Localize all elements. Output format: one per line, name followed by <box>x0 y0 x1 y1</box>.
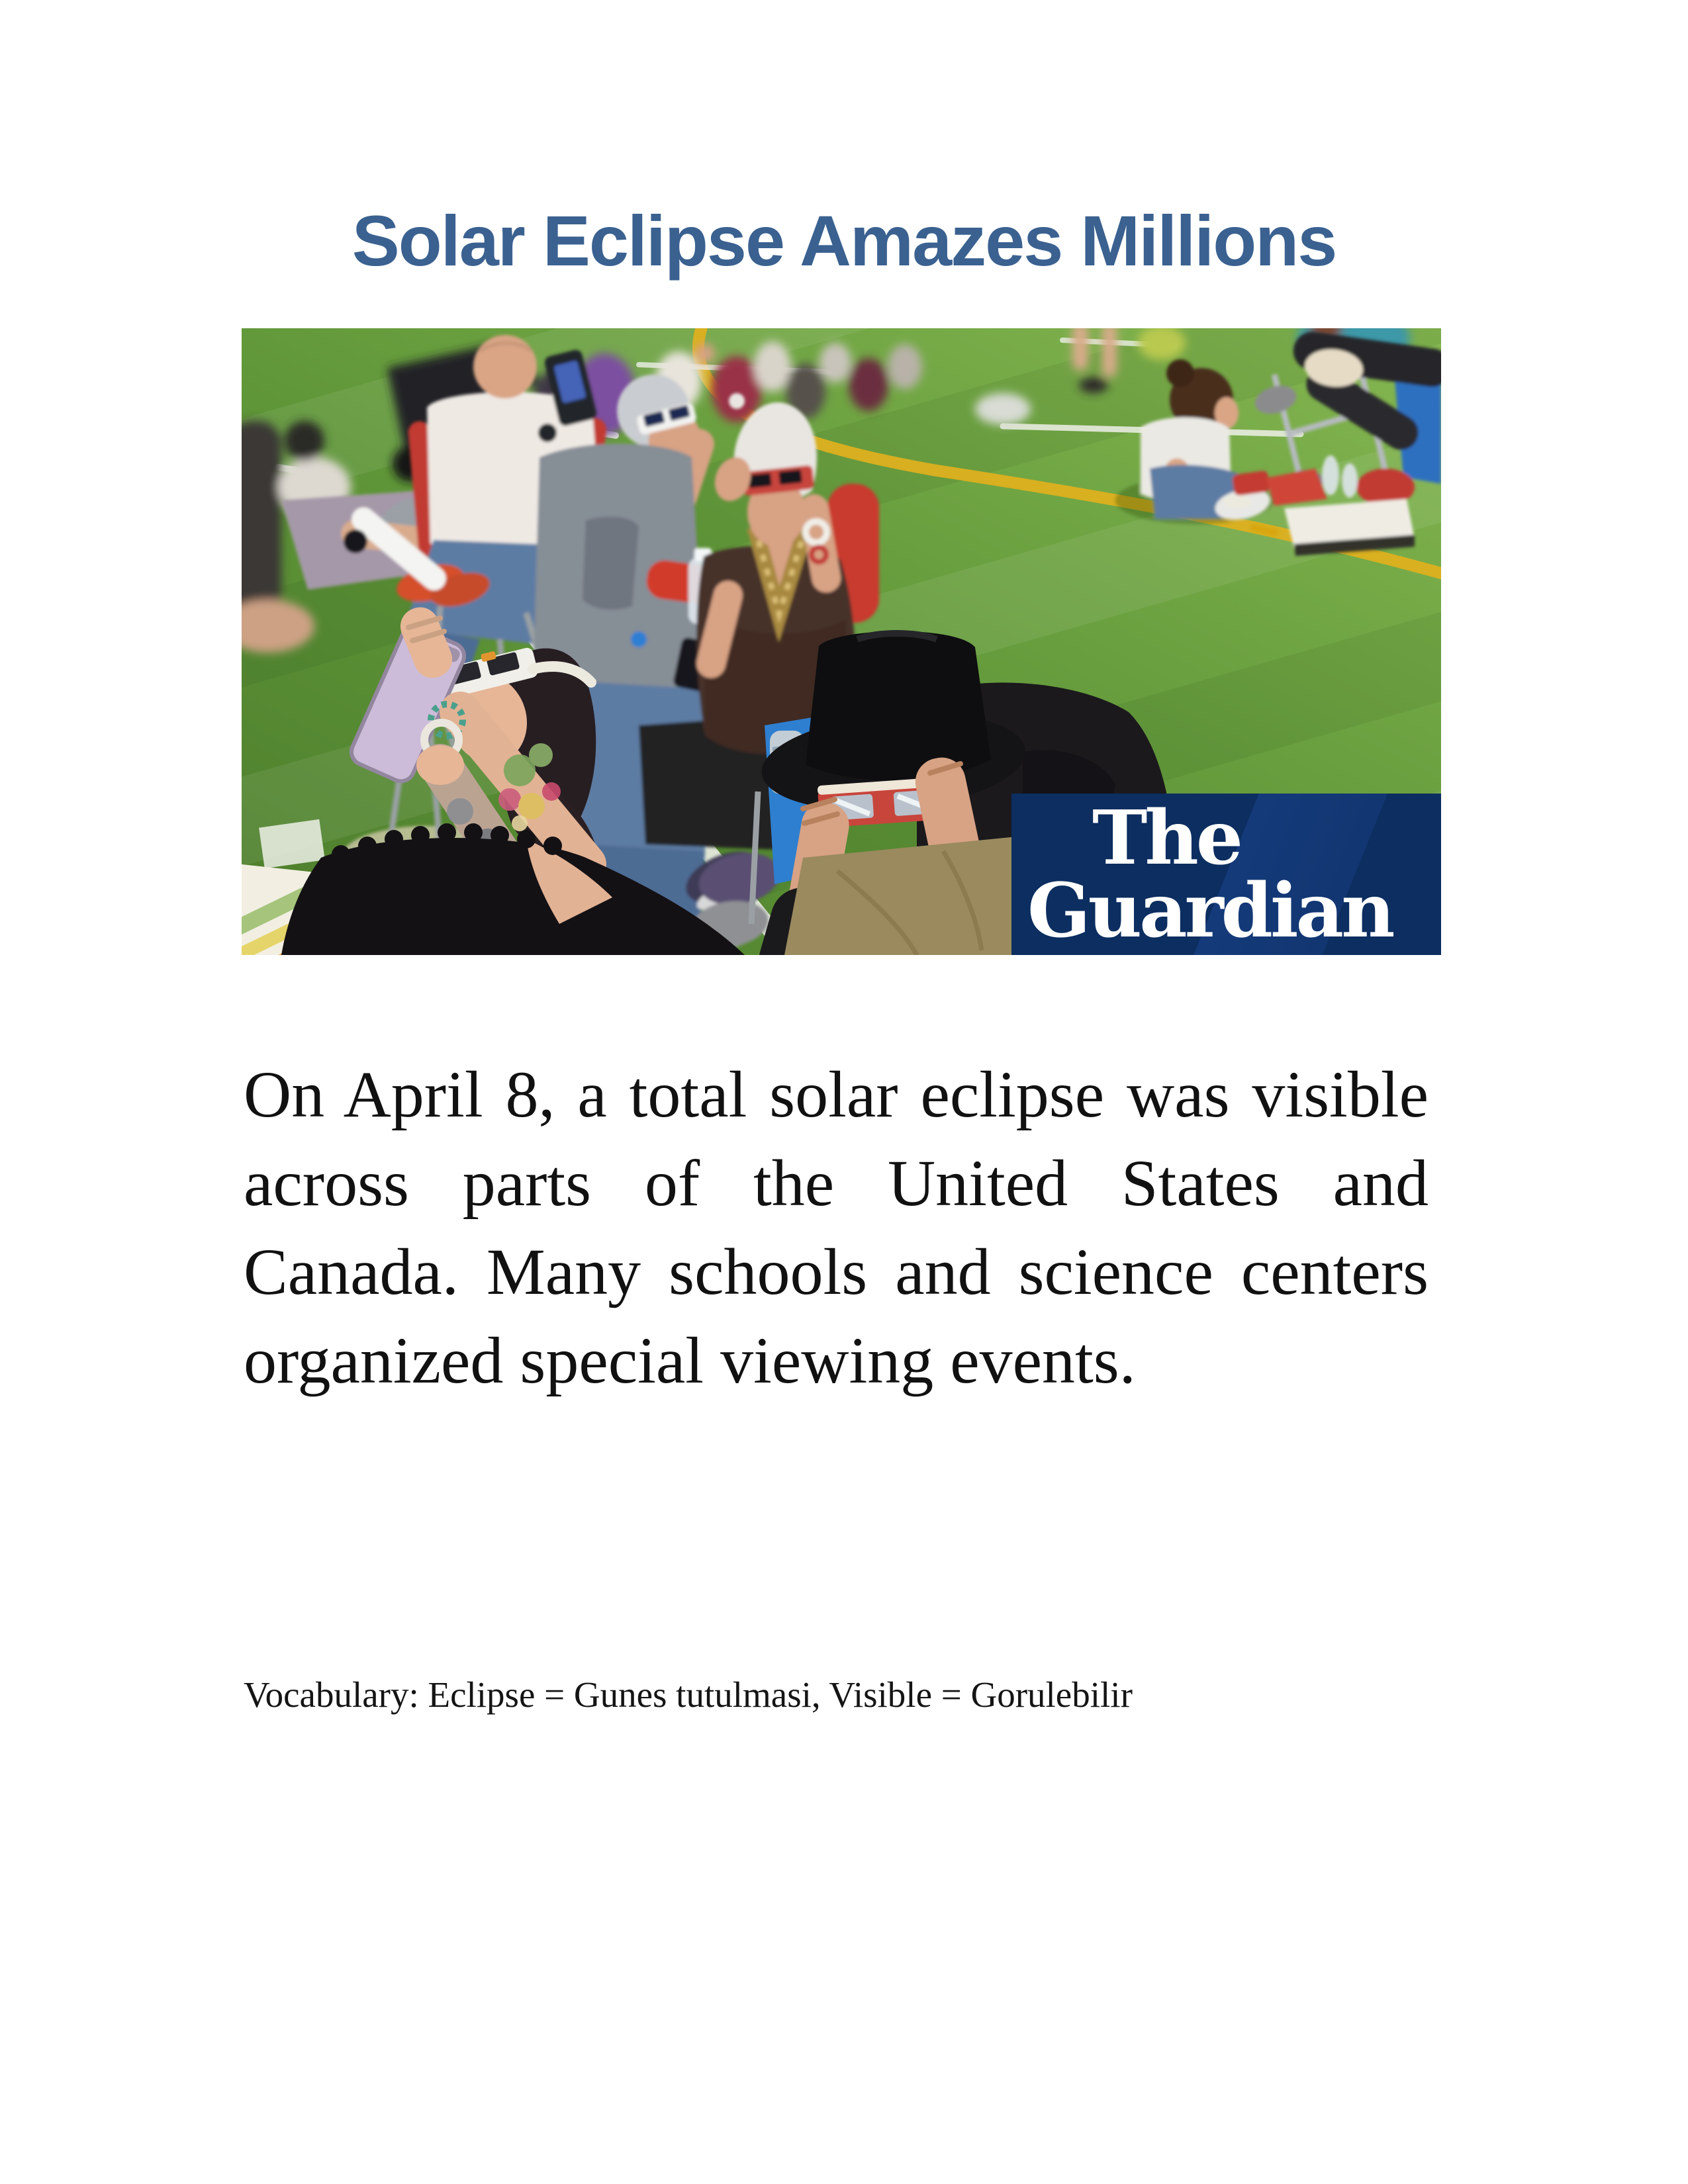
body-line-2: across parts of the United States and <box>244 1146 1429 1220</box>
eclipse-viewing-photo <box>242 328 1441 955</box>
article-title: Solar Eclipse Amazes Millions <box>352 201 1336 281</box>
body-line-1: On April 8, a total solar eclipse was visible <box>244 1058 1429 1131</box>
guardian-logo <box>1011 794 1441 955</box>
body-line-4: organized special viewing events. <box>244 1324 1136 1397</box>
guardian-logo-guardian: Guardian <box>1027 868 1393 954</box>
article-body <box>244 1050 1429 1405</box>
body-line-3: Canada. Many schools and science centers <box>244 1235 1429 1308</box>
guardian-logo-the: The <box>1092 795 1241 882</box>
vocabulary-note: Vocabulary: Eclipse = Gunes tutulmasi, Visible = Gorulebilir <box>244 1674 1133 1715</box>
